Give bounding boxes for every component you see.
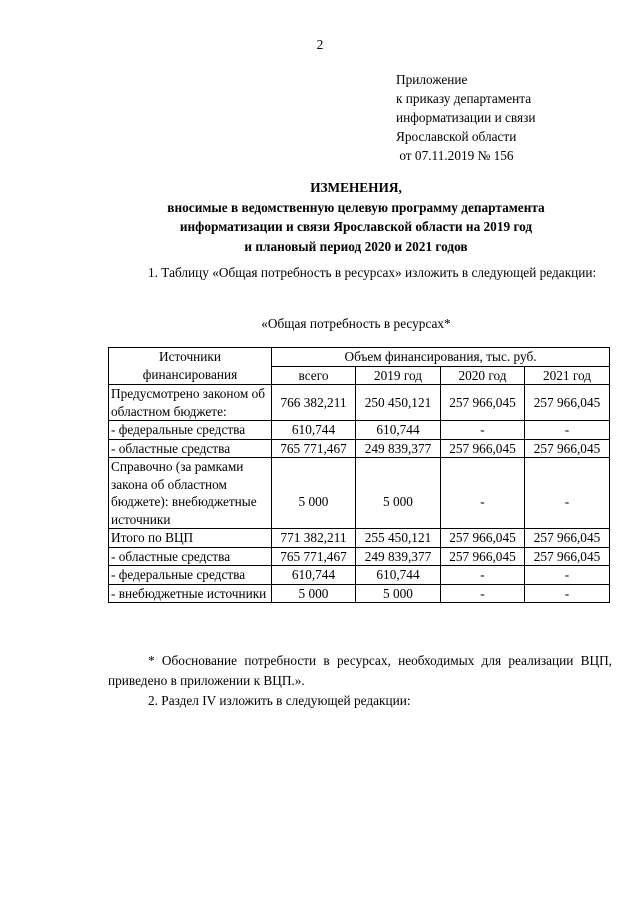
- table-row: [109, 584, 610, 603]
- footnote: [108, 651, 612, 691]
- table-row: [109, 439, 610, 458]
- table-row: [109, 547, 610, 566]
- cell-2021: -: [525, 421, 610, 440]
- appendix-line: Ярославской области: [396, 129, 517, 144]
- row-label: - федеральные средства: [109, 566, 272, 585]
- row-label: - внебюджетные источники: [109, 584, 272, 603]
- table-row: [109, 421, 610, 440]
- header-total: всего: [272, 366, 356, 385]
- paragraph-1: [108, 263, 612, 283]
- appendix-line: к приказу департамента: [396, 91, 532, 106]
- appendix-block: [396, 70, 536, 165]
- cell-2021: -: [525, 566, 610, 585]
- cell-2019: 610,744: [356, 566, 441, 585]
- resources-table: [108, 347, 610, 603]
- header-2021: 2021 год: [525, 366, 610, 385]
- cell-2020: -: [441, 566, 525, 585]
- header-2019: 2019 год: [356, 366, 441, 385]
- table-row: [109, 458, 610, 529]
- cell-2021: 257 966,045: [525, 439, 610, 458]
- document-heading: [100, 178, 612, 256]
- row-label: Предусмотрено законом об областном бюджете:: [109, 385, 272, 421]
- cell-total: 5 000: [272, 458, 356, 529]
- cell-2019: 610,744: [356, 421, 441, 440]
- cell-total: 610,744: [272, 421, 356, 440]
- cell-total: 771 382,211: [272, 529, 356, 548]
- cell-total: 765 771,467: [272, 439, 356, 458]
- cell-2021: 257 966,045: [525, 547, 610, 566]
- table-caption: «Общая потребность в ресурсах*: [261, 316, 451, 331]
- cell-2019: 250 450,121: [356, 385, 441, 421]
- cell-2020: -: [441, 421, 525, 440]
- cell-2019: 5 000: [356, 458, 441, 529]
- cell-total: 5 000: [272, 584, 356, 603]
- cell-2020: 257 966,045: [441, 439, 525, 458]
- cell-2020: 257 966,045: [441, 385, 525, 421]
- appendix-date-line: от 07.11.2019 № 156: [396, 148, 514, 163]
- cell-2020: 257 966,045: [441, 547, 525, 566]
- row-label: - федеральные средства: [109, 421, 272, 440]
- heading-line: и плановый период 2020 и 2021 годов: [244, 238, 468, 254]
- heading-line: вносимые в ведомственную целевую программу департамента: [167, 199, 545, 215]
- row-label: Итого по ВЦП: [109, 529, 272, 548]
- header-volume: Объем финансирования, тыс. руб.: [272, 348, 610, 367]
- row-label: - областные средства: [109, 439, 272, 458]
- cell-2019: 255 450,121: [356, 529, 441, 548]
- table-row: [109, 566, 610, 585]
- heading-title: ИЗМЕНЕНИЯ,: [310, 180, 402, 195]
- cell-2019: 249 839,377: [356, 439, 441, 458]
- table-row: [109, 385, 610, 421]
- cell-2020: 257 966,045: [441, 529, 525, 548]
- cell-2020: -: [441, 584, 525, 603]
- cell-2021: -: [525, 458, 610, 529]
- row-label: Справочно (за рамками закона об областном бюджете): внебюджетные источники: [109, 458, 272, 529]
- table-row: [109, 529, 610, 548]
- cell-2019: 249 839,377: [356, 547, 441, 566]
- paragraph-1-text: 1. Таблицу «Общая потребность в ресурсах» изложить в следующей редакции:: [148, 265, 597, 280]
- footnote-text: * Обоснование потребности в ресурсах, необходимых для реализации ВЦП, приведено в приложении к ВЦП.».: [108, 653, 612, 688]
- cell-total: 765 771,467: [272, 547, 356, 566]
- cell-2021: 257 966,045: [525, 385, 610, 421]
- cell-total: 610,744: [272, 566, 356, 585]
- cell-2020: -: [441, 458, 525, 529]
- row-label: - областные средства: [109, 547, 272, 566]
- cell-2019: 5 000: [356, 584, 441, 603]
- header-2020: 2020 год: [441, 366, 525, 385]
- appendix-line: информатизации и связи: [396, 110, 536, 125]
- heading-line: информатизации и связи Ярославской области на 2019 год: [179, 219, 533, 234]
- cell-2021: 257 966,045: [525, 529, 610, 548]
- cell-2021: -: [525, 584, 610, 603]
- header-sources: Источники финансирования: [109, 348, 272, 385]
- cell-total: 766 382,211: [272, 385, 356, 421]
- appendix-line: Приложение: [396, 72, 468, 87]
- page-number: 2: [316, 37, 324, 52]
- paragraph-2: 2. Раздел IV изложить в следующей редакции:: [148, 693, 411, 708]
